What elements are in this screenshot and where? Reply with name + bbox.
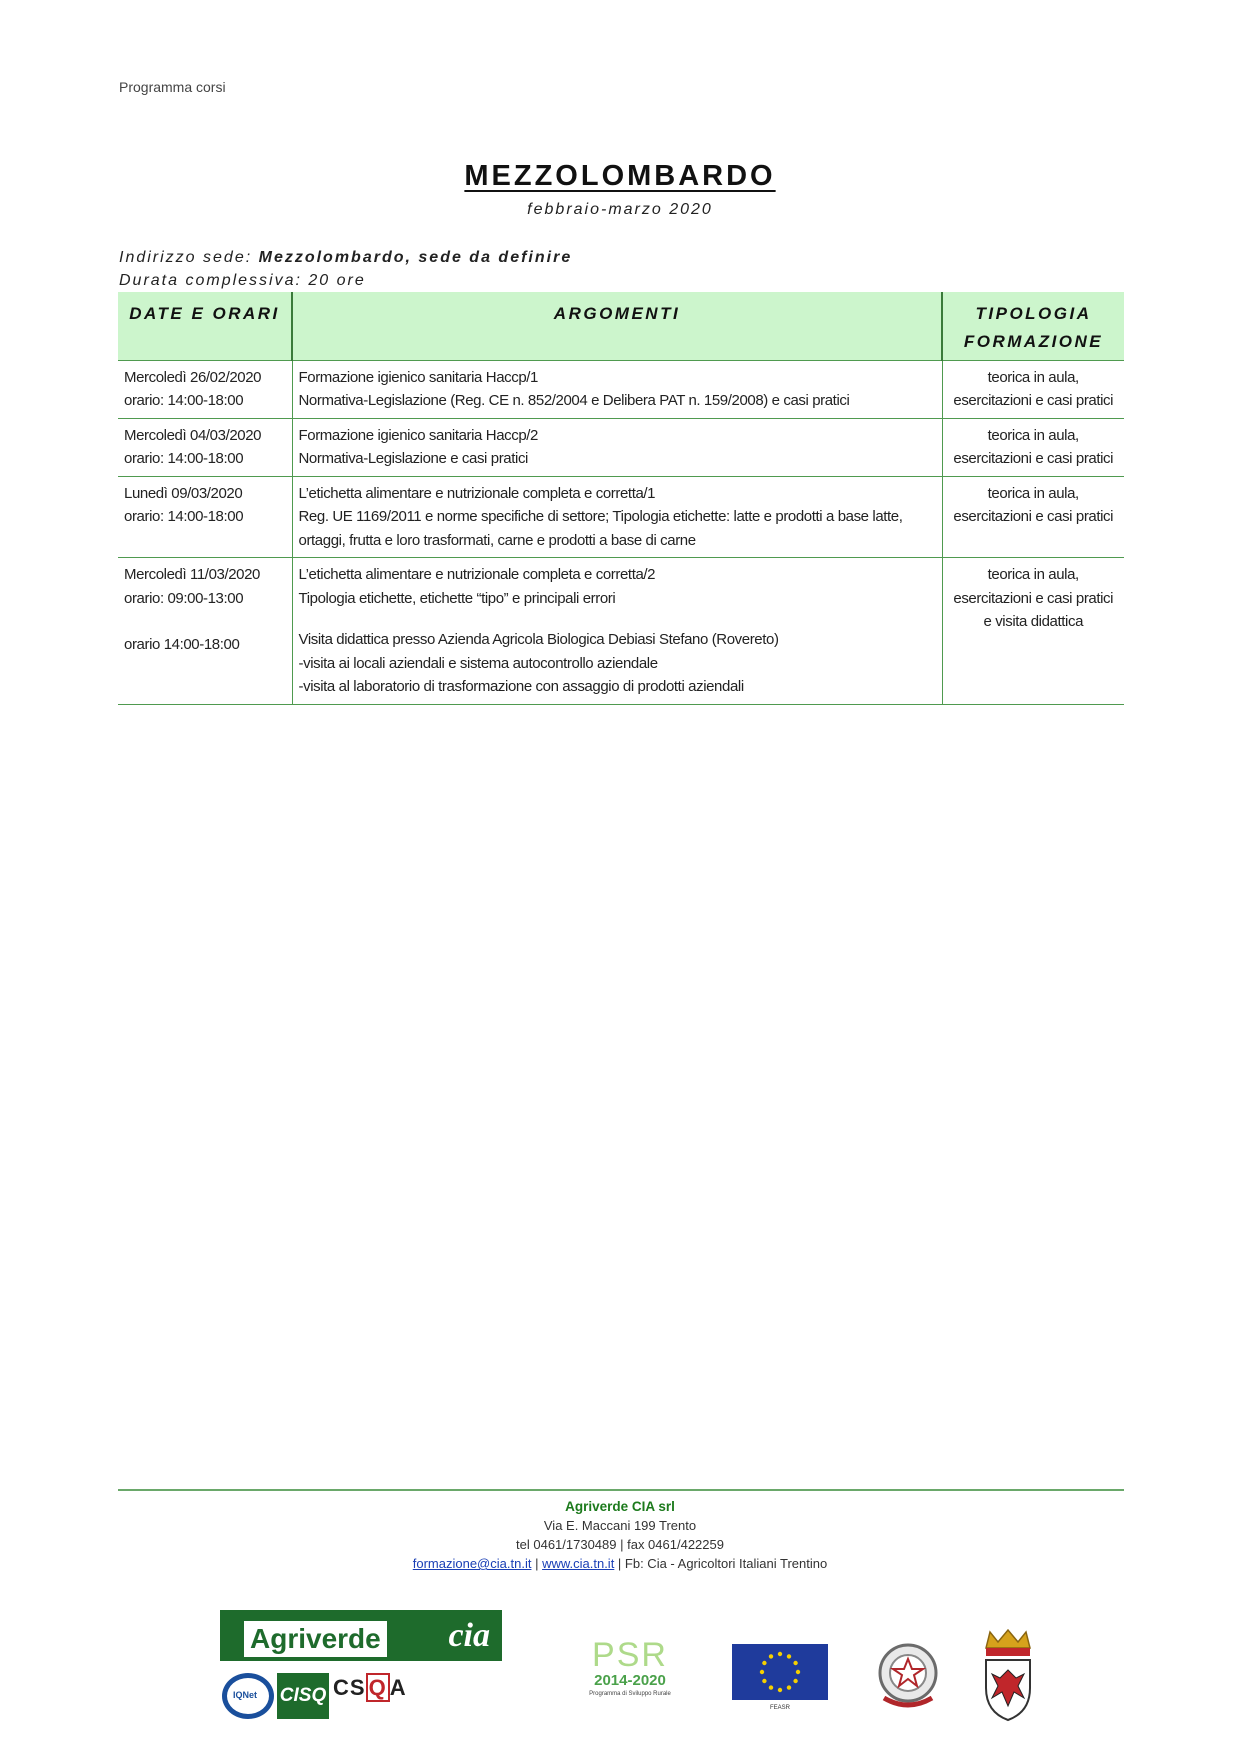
row-type: esercitazioni e casi pratici [953, 392, 1114, 409]
cell-date [118, 360, 292, 418]
footer-contacts [0, 1554, 1240, 1573]
cell-topics [292, 558, 942, 705]
row-topic: Normativa-Legislazione (Reg. CE n. 852/2004 e Delibera PAT n. 159/2008) e casi pratici [298, 392, 850, 409]
address-label: Indirizzo sede: [119, 249, 259, 266]
cell-type [942, 418, 1124, 476]
footer-company: Agriverde CIA srl [565, 1499, 675, 1514]
cell-topics [292, 418, 942, 476]
footer-divider [118, 1489, 1124, 1491]
cell-date [118, 418, 292, 476]
logos-strip [0, 1610, 1240, 1730]
csqa-wordmark: CS Q A [333, 1675, 407, 1700]
email-link[interactable]: formazione@cia.tn.it [412, 1556, 532, 1571]
row-topic: Normativa-Legislazione e casi pratici [298, 450, 528, 467]
row-topic: Visita didattica presso Azienda Agricola Biologica Debiasi Stefano (Rovereto) [298, 631, 779, 648]
psr-years: 2014-2020 [594, 1672, 666, 1689]
row-topic: Formazione igienico sanitaria Haccp/1 [298, 368, 538, 386]
row-gap [124, 610, 286, 633]
footer-address: Via E. Maccani 199 Trento [543, 1518, 697, 1533]
row-topic: Reg. UE 1169/2011 e norme specifiche di settore; Tipologia etichette: latte e prodotti a base latte, ortaggi, frutta e loro trasformati, carne e prodotti a base di carne [298, 508, 903, 549]
agriverde-wordmark: Agriverde [244, 1621, 387, 1657]
course-info [119, 246, 572, 292]
title-block [0, 160, 1240, 219]
row-type: teorica in aula, [987, 368, 1079, 386]
agriverde-cia-logo [220, 1610, 502, 1661]
row-time: orario: 14:00-18:00 [124, 450, 244, 467]
row-topic: L’etichetta alimentare e nutrizionale completa e corretta/1 [298, 484, 656, 502]
row-topic: Formazione igienico sanitaria Haccp/2 [298, 426, 538, 444]
table-header-row [118, 292, 1124, 360]
cell-type [942, 360, 1124, 418]
facebook-text: | Fb: Cia - Agricoltori Italiani Trentino [614, 1556, 828, 1571]
row-type: teorica in aula, [987, 566, 1079, 583]
cell-date [118, 558, 292, 705]
row-gap [299, 610, 936, 628]
trentino-coat-of-arms-icon [980, 1626, 1036, 1722]
running-header: Programma corsi [119, 79, 226, 95]
cia-wordmark: cia [448, 1617, 490, 1654]
iqnet-text: IQNet [233, 1690, 258, 1700]
table-row [118, 360, 1124, 418]
cell-topics [292, 360, 942, 418]
website-link[interactable]: www.cia.tn.it [542, 1556, 615, 1571]
header-type-line1: TIPOLOGIA [975, 304, 1092, 323]
footer-phones: tel 0461/1730489 | fax 0461/422259 [516, 1537, 724, 1552]
cell-type [942, 476, 1124, 558]
cell-topics [292, 476, 942, 558]
italian-republic-emblem-icon [874, 1640, 942, 1710]
row-date: Mercoledì 04/03/2020 [124, 426, 262, 444]
page-title: MEZZOLOMBARDO [464, 160, 776, 192]
row-date: Mercoledì 26/02/2020 [124, 368, 262, 386]
footer-separator: | [531, 1556, 543, 1571]
psr-wordmark: PSR [592, 1636, 668, 1674]
row-time: orario: 09:00-13:00 [124, 589, 244, 607]
row-type: e visita didattica [983, 613, 1084, 630]
csqa-logo [333, 1675, 409, 1719]
row-topic: Tipologia etichette, etichette “tipo” e principali errori [298, 589, 616, 607]
psr-logo [572, 1638, 688, 1718]
header-type-line2: FORMAZIONE [963, 332, 1104, 351]
row-time: orario: 14:00-18:00 [124, 508, 244, 525]
row-date: Lunedì 09/03/2020 [124, 484, 243, 502]
row-topic: -visita al laboratorio di trasformazione con assaggio di prodotti aziendali [298, 678, 744, 695]
table-row [118, 476, 1124, 558]
row-time: orario: 14:00-18:00 [124, 392, 244, 409]
cell-date [118, 476, 292, 558]
row-topic: -visita ai locali aziendali e sistema autocontrollo aziendale [298, 654, 658, 672]
schedule-table [118, 292, 1124, 705]
header-type [942, 292, 1124, 360]
cell-type [942, 558, 1124, 705]
eu-caption: FEASR [769, 1705, 790, 1711]
header-dates: DATE E ORARI [118, 292, 292, 360]
cisq-logo: CISQ [277, 1673, 329, 1719]
row-type: esercitazioni e casi pratici [953, 508, 1114, 525]
address-line [119, 246, 572, 269]
iqnet-logo [222, 1673, 274, 1719]
row-date: Mercoledì 11/03/2020 [124, 566, 260, 583]
eu-flag-icon [732, 1644, 828, 1700]
row-topic: L’etichetta alimentare e nutrizionale completa e corretta/2 [298, 566, 656, 583]
row-time: orario 14:00-18:00 [124, 636, 240, 653]
table-row [118, 558, 1124, 705]
row-type: teorica in aula, [987, 484, 1079, 502]
address-value: Mezzolombardo, sede da definire [258, 249, 573, 266]
footer [0, 1497, 1240, 1573]
page-subtitle: febbraio-marzo 2020 [527, 201, 713, 218]
row-type: esercitazioni e casi pratici [953, 450, 1114, 467]
duration-line: Durata complessiva: 20 ore [119, 272, 366, 289]
header-topics: ARGOMENTI [292, 292, 942, 360]
row-type: teorica in aula, [987, 426, 1079, 444]
eu-stars-icon [732, 1644, 828, 1700]
table-row [118, 418, 1124, 476]
row-type: esercitazioni e casi pratici [953, 589, 1114, 607]
psr-caption: Programma di Sviluppo Rurale [589, 1691, 671, 1697]
